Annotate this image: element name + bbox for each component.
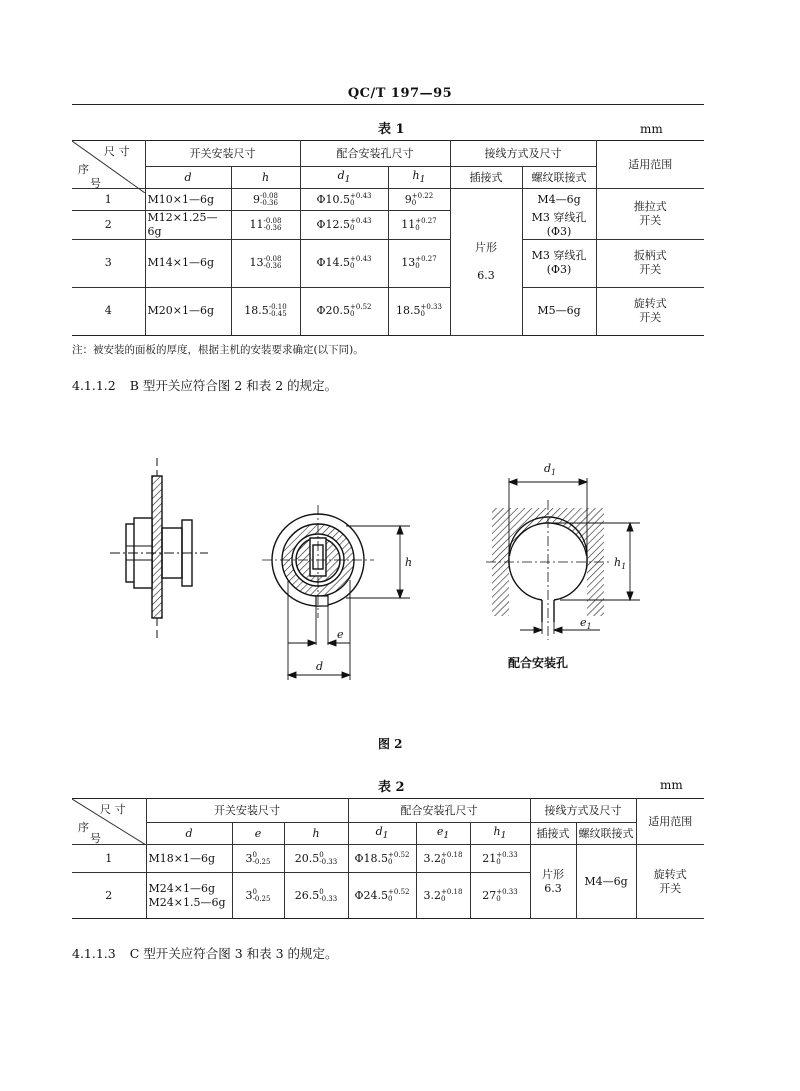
table2-caption: 表 2: [378, 780, 405, 795]
table1-corner-bottom1: 序: [78, 163, 89, 176]
table2-sub-d: d: [146, 823, 232, 845]
table2-row1-e: 30 -0.25: [232, 845, 284, 873]
table2-group-switch: 开关安装尺寸: [146, 799, 348, 823]
table1-scope-1: 推拉式 开关: [596, 189, 704, 240]
table2-screw-cell: M4—6g: [576, 845, 636, 919]
table1-sub-plug: 插接式: [450, 167, 522, 189]
table1-row1-d1: Φ10.5+0.43 0: [300, 189, 388, 211]
table1-note: 注：被安装的面板的厚度，根据主机的安装要求确定(以下同)。: [72, 344, 364, 356]
table1-row3-h1: 13+0.27 0: [388, 239, 450, 287]
table2-corner-cell: [72, 799, 146, 845]
table2-row2-d1: Φ24.5+0.52 0: [348, 873, 416, 919]
figure-label-e: e: [337, 628, 344, 641]
table1-row2-h1: 11+0.27 0: [388, 211, 450, 240]
table1-row2-no: 2: [72, 211, 145, 240]
table1-scope-4: 旋转式 开关: [596, 287, 704, 335]
table2-row2-no: 2: [72, 873, 146, 919]
document-header: QC/T 197—95: [347, 86, 453, 101]
table2-sub-h: h: [284, 823, 348, 845]
table1-row3-h: 13-0.08 -0.36: [231, 239, 300, 287]
table1-row1-h: 9-0.08 -0.36: [231, 189, 300, 211]
section-4-1-1-2-number: 4.1.1.2: [72, 378, 116, 393]
table2-sub-e: e: [232, 823, 284, 845]
table1-group-wiring: 接线方式及尺寸: [450, 141, 596, 167]
table1-corner-top: 尺 寸: [104, 145, 130, 158]
figure-label-d1: $d_1$: [544, 462, 557, 477]
table1-group-switch: 开关安装尺寸: [145, 141, 300, 167]
table1-corner-bottom2: 号: [90, 177, 101, 190]
table2-row2-e1: 3.2+0.18 0: [416, 873, 470, 919]
table1-screw-3: M3 穿线孔 (Φ3): [522, 239, 596, 287]
table1-row2-d: M12×1.25—6g: [145, 211, 231, 240]
table1-caption: 表 1: [378, 122, 405, 137]
table2-row1-e1: 3.2+0.18 0: [416, 845, 470, 873]
table2-group-scope: 适用范围: [636, 799, 704, 845]
figure-mounting-hole: [486, 500, 610, 640]
figure-front-view: [262, 505, 374, 618]
table1-sub-screw: 螺纹联接式: [522, 167, 596, 189]
table1-group-hole: 配合安装孔尺寸: [300, 141, 450, 167]
table2-row2-h1: 27+0.33 0: [470, 873, 530, 919]
table1-row4-h: 18.5-0.10 -0.45: [231, 287, 300, 335]
table1-sub-h1: $h_1$: [388, 167, 450, 189]
table1-group-scope: 适用范围: [596, 141, 704, 189]
table2-row1-h1: 21+0.33 0: [470, 845, 530, 873]
table1-row3-d1: Φ14.5+0.43 0: [300, 239, 388, 287]
section-4-1-1-3-text: C 型开关应符合图 3 和表 3 的规定。: [129, 946, 338, 961]
table1-row2-h: 11-0.08 -0.36: [231, 211, 300, 240]
table2-sub-h1: $h_1$: [470, 823, 530, 845]
table2-sub-d1: $d_1$: [348, 823, 416, 845]
table2-sub-e1: $e_1$: [416, 823, 470, 845]
table2-sub-screw: 螺纹联接式: [576, 823, 636, 845]
table1-sub-h: h: [231, 167, 300, 189]
table2-row2-h: 26.50 -0.33: [284, 873, 348, 919]
table2-unit: mm: [660, 778, 683, 792]
table1-screw-1: M4—6g: [522, 189, 596, 211]
table2-row1-d1: Φ18.5+0.52 0: [348, 845, 416, 873]
figure-side-view: [110, 458, 208, 640]
table1-row4-d1: Φ20.5+0.52 0: [300, 287, 388, 335]
table1-plug-cell: 片形 6.3: [450, 189, 522, 336]
section-4-1-1-2-text: B 型开关应符合图 2 和表 2 的规定。: [129, 378, 338, 393]
table2-corner-bottom2: 号: [90, 832, 101, 845]
figure-2-caption: 图 2: [378, 737, 403, 751]
figure-label-d: d: [316, 660, 324, 673]
table1-row3-d: M14×1—6g: [145, 239, 231, 287]
table1-row4-h1: 18.5+0.33 0: [388, 287, 450, 335]
table1-scope-3: 扳柄式 开关: [596, 239, 704, 287]
figure-hole-caption: 配合安装孔: [508, 656, 569, 670]
table1-row1-no: 1: [72, 189, 145, 211]
section-4-1-1-3: [72, 944, 338, 962]
table1-screw-4: M5—6g: [522, 287, 596, 335]
table1-row2-d1: Φ12.5+0.43 0: [300, 211, 388, 240]
table2-row2-d: M24×1—6g M24×1.5—6g: [146, 873, 232, 919]
table1-row3-no: 3: [72, 239, 145, 287]
figure-label-e1: $e_1$: [580, 616, 592, 631]
table2-plug-cell: 片形 6.3: [530, 845, 576, 919]
table1-row4-no: 4: [72, 287, 145, 335]
table2-corner-bottom1: 序: [78, 821, 89, 834]
table2-row2-e: 30 -0.25: [232, 873, 284, 919]
table2-group-wiring: 接线方式及尺寸: [530, 799, 636, 823]
table2: [72, 798, 704, 919]
section-4-1-1-3-number: 4.1.1.3: [72, 946, 116, 961]
table2-corner-top: 尺 寸: [100, 803, 126, 816]
table2-group-hole: 配合安装孔尺寸: [348, 799, 530, 823]
figure-label-h: h: [405, 556, 413, 569]
table2-row1-d: M18×1—6g: [146, 845, 232, 873]
table1-sub-d: d: [145, 167, 231, 189]
table1-row4-d: M20×1—6g: [145, 287, 231, 335]
table1-sub-d1: $d_1$: [300, 167, 388, 189]
figure-label-h1: $h_1$: [614, 556, 627, 571]
table1-row1-d: M10×1—6g: [145, 189, 231, 211]
table1-row1-h1: 9+0.22 0: [388, 189, 450, 211]
table1-unit: mm: [640, 122, 663, 136]
table2-row1-h: 20.50 -0.33: [284, 845, 348, 873]
table2-scope-cell: 旋转式 开关: [636, 845, 704, 919]
table1-screw-2: M3 穿线孔 (Φ3): [522, 211, 596, 240]
table2-sub-plug: 插接式: [530, 823, 576, 845]
table2-row1-no: 1: [72, 845, 146, 873]
